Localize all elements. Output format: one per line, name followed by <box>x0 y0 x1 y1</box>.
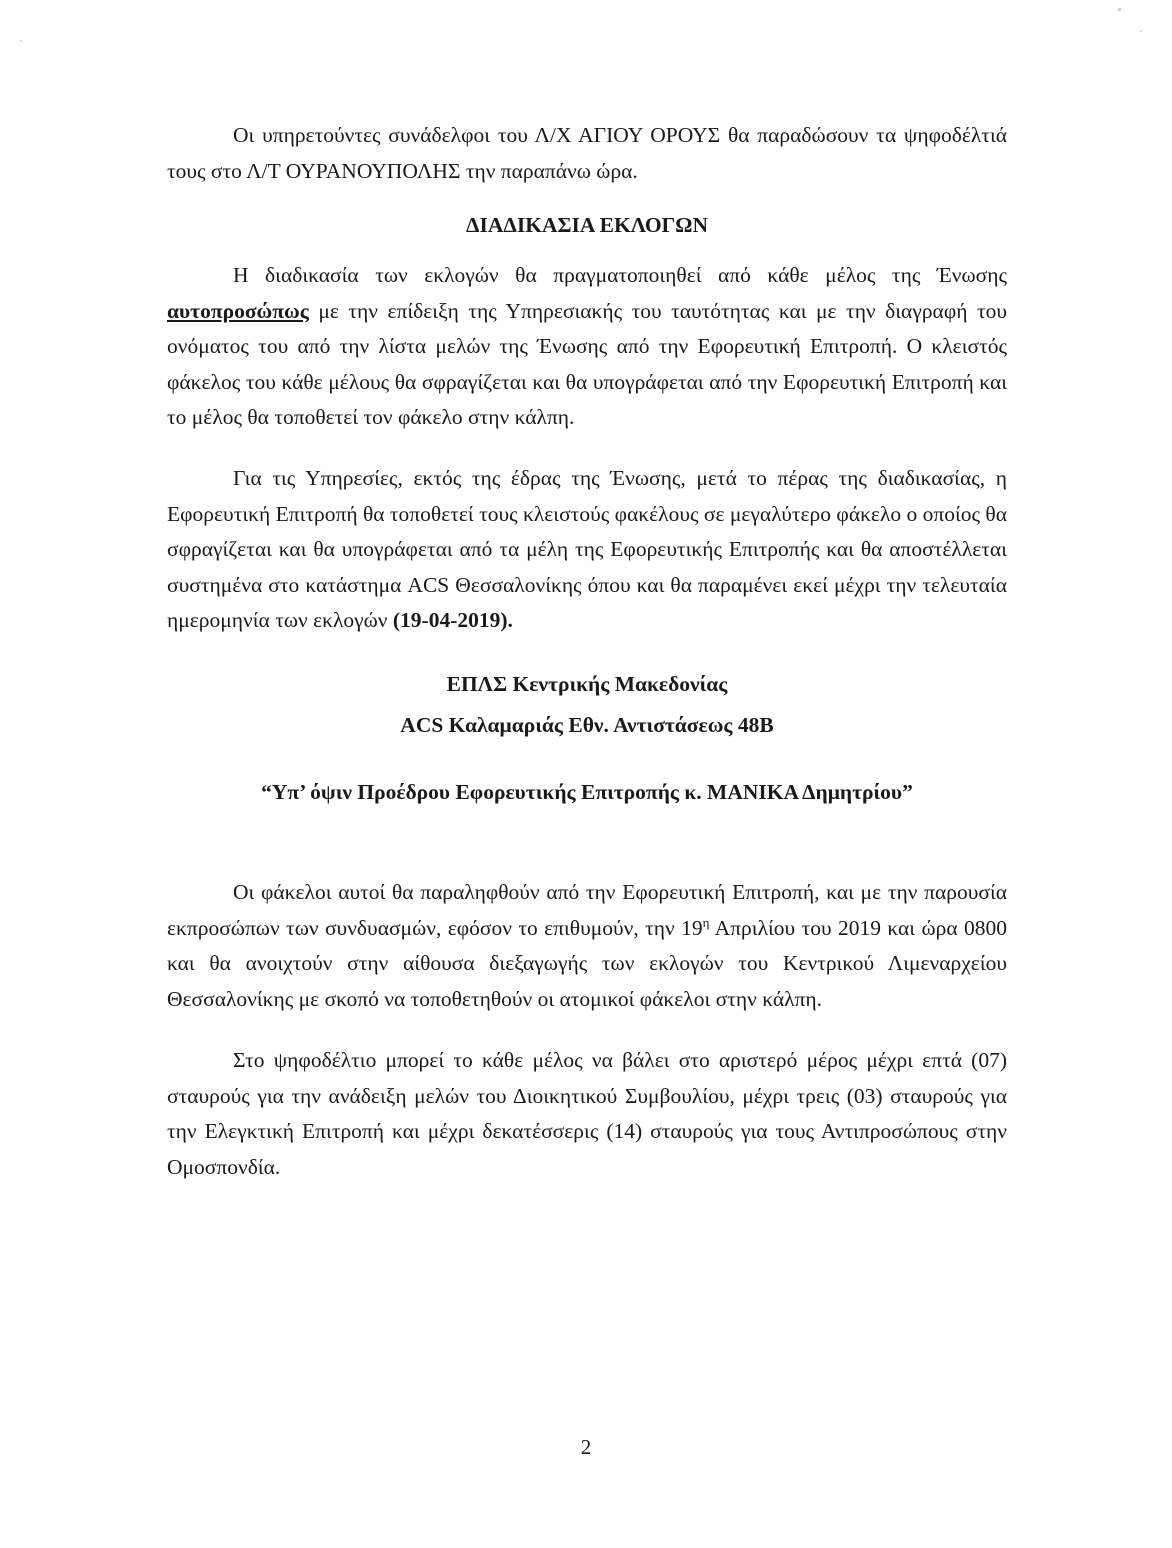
final-election-date: (19-04-2019). <box>392 608 513 632</box>
scan-speck <box>1140 30 1142 32</box>
scan-speck <box>20 40 22 42</box>
paragraph-remote-services <box>167 461 1007 639</box>
paragraph-procedure-end: με την επίδειξη της Υπηρεσιακής του ταυτότητας και με την διαγραφή του ονόματος του από την λίστα μελών της Ένωσης από την Εφορευτική Επιτροπή. Ο κλειστός φάκελος του κάθε μέλους θα σφραγίζεται και θα υπογράφεται από την Εφορευτική Επιτροπή και το μέλος θα τοποθετεί τον φάκελο στην κάλπη. <box>167 298 1007 429</box>
scan-speck <box>1118 8 1121 11</box>
section-heading: ΔΙΑΔΙΚΑΣΙΑ ΕΚΛΟΓΩΝ <box>466 213 708 237</box>
paragraph-receipt-start: Οι φάκελοι αυτοί θα παραληφθούν από την Εφορευτική Επιτροπή, και με την παρουσία εκπροσώπων των συνδυασμών, εφόσον το επιθυμούν, την 19 <box>167 880 1007 940</box>
ordinal-superscript: η <box>702 914 710 930</box>
attention-line: “Υπ’ όψιν Προέδρου Εφορευτικής Επιτροπής κ. ΜΑΝΙΚΑ Δημητρίου” <box>261 780 913 804</box>
address-line-2: ACS Καλαμαριάς Εθν. Αντιστάσεως 48Β <box>400 713 774 737</box>
paragraph-delivery-text: Οι υπηρετούντες συνάδελφοι του Λ/Χ ΑΓΙΟΥ ΟΡΟΥΣ θα παραδώσουν τα ψηφοδέλτιά τους στο Λ/Τ ΟΥΡΑΝΟΥΠΟΛΗΣ την παραπάνω ώρα. <box>167 123 1007 183</box>
address-line-1: ΕΠΛΣ Κεντρικής Μακεδονίας <box>446 672 728 696</box>
paragraph-receipt-end: Απριλίου του 2019 και ώρα 0800 και θα ανοιχτούν στην αίθουσα διεξαγωγής των εκλογών του Κεντρικού Λιμεναρχείου Θεσσαλονίκης με σκοπό να τοποθετηθούν οι ατομικοί φάκελοι στην κάλπη. <box>167 915 1007 1011</box>
paragraph-ballot-crosses <box>167 1043 1007 1185</box>
paragraph-procedure <box>167 258 1007 436</box>
paragraph-remote-services-text: Για τις Υπηρεσίες, εκτός της έδρας της Ένωσης, μετά το πέρας της διαδικασίας, η Εφορευτική Επιτροπή θα τοποθετεί τους κλειστούς φακέλους σε μεγαλύτερο φάκελο ο οποίος θα σφραγίζεται και θα υπογράφεται από τα μέλη της Εφορευτικής Επιτροπής και θα αποστέλλεται συστημένα στο κατάστημα ACS Θεσσαλονίκης όπου και θα παραμένει εκεί μέχρι την τελευταία ημερομηνία των εκλογών <box>167 466 1007 632</box>
page-number: 2 <box>580 1435 592 1459</box>
paragraph-delivery <box>167 118 1007 189</box>
paragraph-procedure-start: Η διαδικασία των εκλογών θα πραγματοποιηθεί από κάθε μέλος της Ένωσης <box>233 263 1007 287</box>
paragraph-receipt <box>167 875 1007 1017</box>
emphasis-in-person: αυτοπροσώπως <box>167 298 309 323</box>
paragraph-ballot-crosses-text: Στο ψηφοδέλτιο μπορεί το κάθε μέλος να βάλει στο αριστερό μέρος μέχρι επτά (07) σταυρούς για την ανάδειξη μελών του Διοικητικού Συμβουλίου, μέχρι τρεις (03) σταυρούς για την Ελεγκτική Επιτροπή και μέχρι δεκατέσσερις (14) σταυρούς για τους Αντιπροσώπους στην Ομοσπονδία. <box>167 1048 1007 1179</box>
